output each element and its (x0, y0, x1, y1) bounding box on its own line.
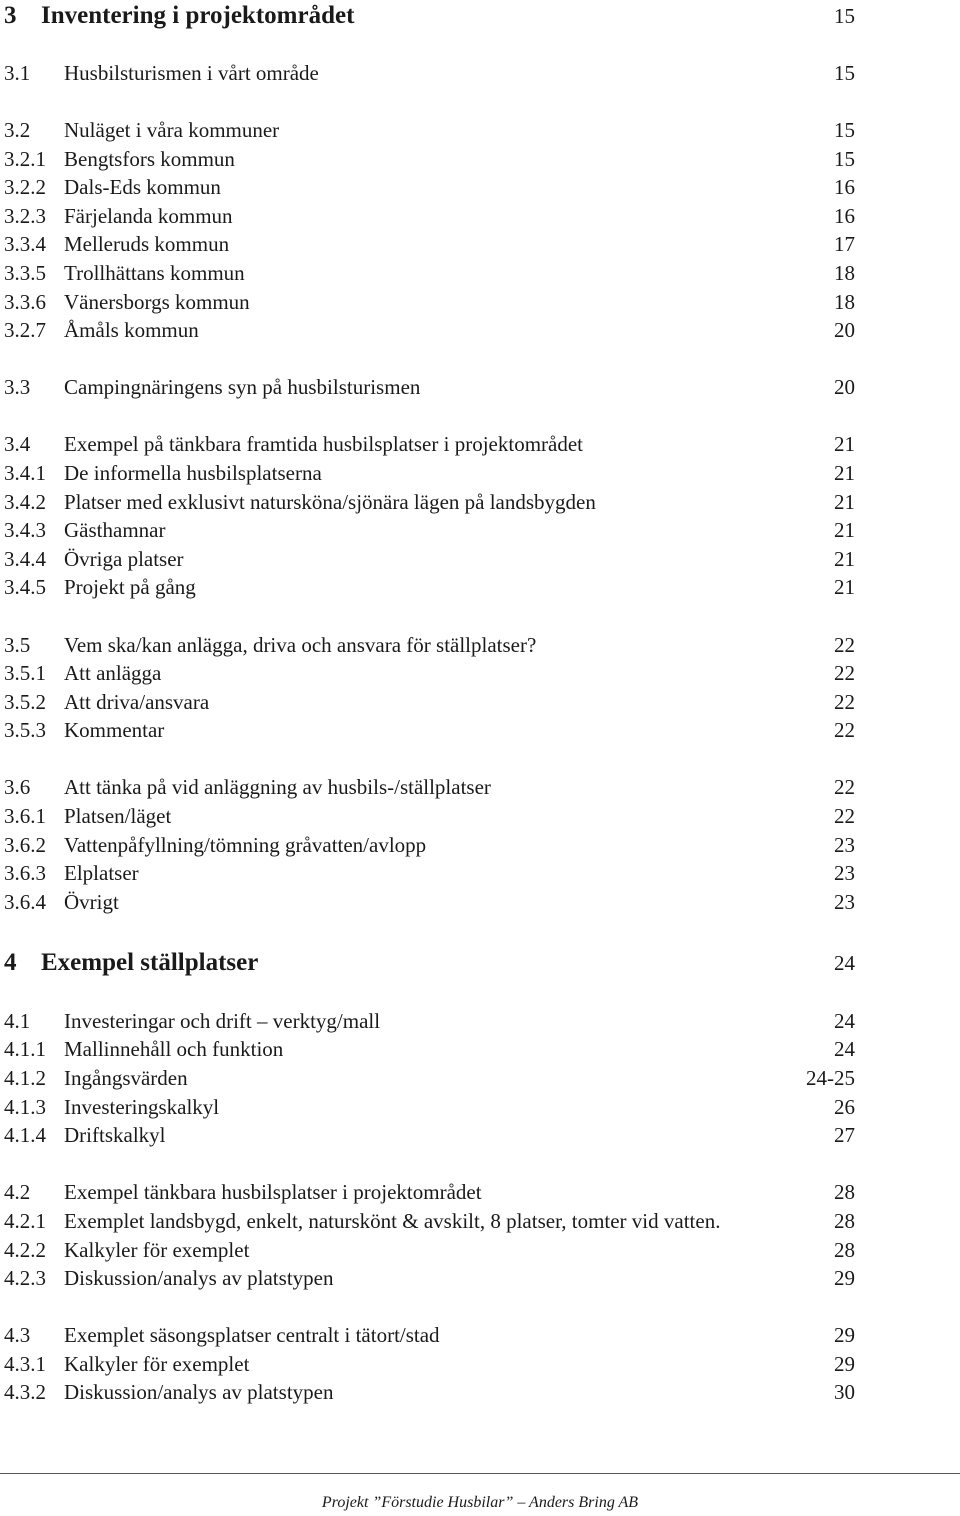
toc-number: 3.4.2 (4, 490, 46, 514)
toc-page-number: 15 (834, 61, 855, 85)
toc-number: 3.5.2 (4, 690, 46, 714)
toc-number: 3.2.7 (4, 318, 46, 342)
toc-title: Driftskalkyl (64, 1123, 166, 1147)
toc-row (0, 172, 960, 202)
toc-title: Dals-Eds kommun (64, 175, 221, 199)
toc-title: Melleruds kommun (64, 232, 230, 256)
toc-row (0, 572, 960, 602)
toc-page-number: 18 (834, 261, 855, 285)
toc-number: 3.6.2 (4, 833, 46, 857)
toc-row (0, 830, 960, 860)
toc-row (0, 1235, 960, 1265)
toc-title: Att driva/ansvara (64, 690, 210, 714)
toc-row (0, 687, 960, 717)
toc-row (0, 1377, 960, 1407)
toc-number: 4.3.2 (4, 1380, 46, 1404)
toc-page-number: 27 (834, 1123, 855, 1147)
toc-title: Husbilsturismen i vårt område (64, 61, 319, 85)
toc-title: Exempel tänkbara husbilsplatser i projektområdet (64, 1180, 482, 1204)
toc-number: 3.6.1 (4, 804, 46, 828)
toc-title: Kalkyler för exemplet (64, 1238, 250, 1262)
toc-title: Kommentar (64, 718, 165, 742)
toc-title: Att anlägga (64, 661, 162, 685)
toc-number: 3.3.5 (4, 261, 46, 285)
toc-number: 4.1.3 (4, 1095, 46, 1119)
toc-title: Mallinnehåll och funktion (64, 1037, 284, 1061)
toc-number: 4.3 (4, 1323, 31, 1347)
toc-row (0, 115, 960, 145)
toc-title: Exemplet säsongsplatser centralt i tätort/stad (64, 1323, 440, 1347)
toc-chapter-row (0, 948, 960, 978)
toc-row (0, 1206, 960, 1236)
toc-title: Investeringskalkyl (64, 1095, 220, 1119)
toc-row (0, 258, 960, 288)
toc-title: Exempel ställplatser (41, 949, 259, 976)
toc-number: 3.6 (4, 775, 31, 799)
toc-row (0, 1263, 960, 1293)
toc-title: Investeringar och drift – verktyg/mall (64, 1009, 381, 1033)
toc-row (0, 1349, 960, 1379)
toc-page-number: 15 (834, 147, 855, 171)
toc-number: 3.2.3 (4, 204, 46, 228)
toc-row (0, 772, 960, 802)
toc-page-number: 21 (834, 490, 855, 514)
toc-title: Vänersborgs kommun (64, 290, 250, 314)
toc-number: 3.1 (4, 61, 31, 85)
toc-row (0, 715, 960, 745)
toc-title: Exempel på tänkbara framtida husbilsplatser i projektområdet (64, 432, 583, 456)
toc-title: Vattenpåfyllning/tömning gråvatten/avlopp (64, 833, 427, 857)
toc-page-number: 29 (834, 1352, 855, 1376)
toc-number: 3 (4, 2, 17, 29)
toc-page-number: 28 (834, 1238, 855, 1262)
toc-title: Vem ska/kan anlägga, driva och ansvara för ställplatser? (64, 633, 537, 657)
toc-title: Projekt på gång (64, 575, 196, 599)
toc-row (0, 1092, 960, 1122)
toc-page-number: 30 (834, 1380, 855, 1404)
toc-number: 3.2.2 (4, 175, 46, 199)
toc-page-number: 22 (834, 633, 855, 657)
toc-title: Ingångsvärden (64, 1066, 188, 1090)
toc-row (0, 887, 960, 917)
toc-title: Att tänka på vid anläggning av husbils-/ställplatser (64, 775, 491, 799)
toc-row (0, 487, 960, 517)
toc-number: 4.1.2 (4, 1066, 46, 1090)
toc-page-number: 22 (834, 804, 855, 828)
toc-row (0, 144, 960, 174)
toc-page-number: 21 (834, 461, 855, 485)
toc-page-number: 20 (834, 375, 855, 399)
toc-page-number: 15 (834, 118, 855, 142)
toc-number: 3.4.3 (4, 518, 46, 542)
toc-title: Färjelanda kommun (64, 204, 233, 228)
toc-number: 3.3.6 (4, 290, 46, 314)
toc-row (0, 1120, 960, 1150)
toc-number: 3.4.1 (4, 461, 46, 485)
toc-number: 3.6.4 (4, 890, 46, 914)
toc-title: Övriga platser (64, 547, 184, 571)
toc-title: Elplatser (64, 861, 139, 885)
toc-row (0, 858, 960, 888)
toc-page-number: 23 (834, 861, 855, 885)
toc-row (0, 201, 960, 231)
toc-row (0, 1063, 960, 1093)
toc-title: Bengtsfors kommun (64, 147, 235, 171)
toc-row (0, 287, 960, 317)
toc-row (0, 1034, 960, 1064)
toc-number: 4.1 (4, 1009, 31, 1033)
toc-number: 3.4.4 (4, 547, 46, 571)
toc-row (0, 515, 960, 545)
toc-row (0, 58, 960, 88)
toc-page-number: 26 (834, 1095, 855, 1119)
toc-number: 3.4.5 (4, 575, 46, 599)
toc-title: Diskussion/analys av platstypen (64, 1266, 334, 1290)
toc-number: 3.3 (4, 375, 31, 399)
toc-page-number: 29 (834, 1323, 855, 1347)
toc-page-number: 18 (834, 290, 855, 314)
toc-number: 3.2 (4, 118, 31, 142)
toc-row (0, 801, 960, 831)
toc-page-number: 16 (834, 175, 855, 199)
toc-title: Exemplet landsbygd, enkelt, naturskönt & avskilt, 8 platser, tomter vid vatten. (64, 1209, 721, 1233)
toc-title: Gästhamnar (64, 518, 166, 542)
toc-number: 4.1.1 (4, 1037, 46, 1061)
toc-row (0, 429, 960, 459)
toc-page-number: 15 (834, 4, 855, 28)
toc-page-number: 24-25 (806, 1066, 855, 1090)
toc-page-number: 22 (834, 718, 855, 742)
toc-row (0, 630, 960, 660)
toc-number: 4.2 (4, 1180, 31, 1204)
toc-page-number: 24 (834, 1009, 855, 1033)
toc-page-number: 22 (834, 690, 855, 714)
toc-page-number: 21 (834, 518, 855, 542)
toc-title: Åmåls kommun (64, 318, 199, 342)
toc-number: 3.6.3 (4, 861, 46, 885)
toc-page-number: 17 (834, 232, 855, 256)
toc-title: Diskussion/analys av platstypen (64, 1380, 334, 1404)
toc-page-number: 21 (834, 547, 855, 571)
toc-number: 4.3.1 (4, 1352, 46, 1376)
toc-row (0, 458, 960, 488)
toc-row (0, 1177, 960, 1207)
toc-page-number: 21 (834, 575, 855, 599)
toc-row (0, 658, 960, 688)
toc-title: Övrigt (64, 890, 119, 914)
toc-number: 3.4 (4, 432, 31, 456)
toc-page-number: 24 (834, 1037, 855, 1061)
toc-page-number: 16 (834, 204, 855, 228)
toc-title: Campingnäringens syn på husbilsturismen (64, 375, 421, 399)
toc-title: De informella husbilsplatserna (64, 461, 322, 485)
toc-number: 4.2.1 (4, 1209, 46, 1233)
page-footer: Projekt ”Förstudie Husbilar” – Anders Bring AB (321, 1494, 639, 1511)
toc-title: Nuläget i våra kommuner (64, 118, 280, 142)
toc-page-number: 28 (834, 1209, 855, 1233)
toc-number: 3.2.1 (4, 147, 46, 171)
toc-chapter-row (0, 1, 960, 31)
toc-row (0, 1320, 960, 1350)
toc-number: 3.5.3 (4, 718, 46, 742)
toc-page-number: 21 (834, 432, 855, 456)
toc-row (0, 315, 960, 345)
toc-title: Platser med exklusivt natursköna/sjönära lägen på landsbygden (64, 490, 596, 514)
toc-page-number: 24 (834, 951, 855, 975)
toc-title: Trollhättans kommun (64, 261, 245, 285)
toc-number: 3.3.4 (4, 232, 46, 256)
toc-number: 3.5.1 (4, 661, 46, 685)
toc-page-number: 28 (834, 1180, 855, 1204)
toc-number: 4.2.3 (4, 1266, 46, 1290)
toc-page-number: 22 (834, 661, 855, 685)
toc-title: Kalkyler för exemplet (64, 1352, 250, 1376)
toc-row (0, 372, 960, 402)
toc-page-number: 20 (834, 318, 855, 342)
footer-rule (0, 1473, 960, 1474)
toc-title: Platsen/läget (64, 804, 172, 828)
toc-number: 4.1.4 (4, 1123, 46, 1147)
toc-row (0, 1006, 960, 1036)
toc-row (0, 544, 960, 574)
toc-row (0, 229, 960, 259)
toc-number: 4.2.2 (4, 1238, 46, 1262)
toc-number: 4 (4, 949, 17, 976)
toc-page-number: 23 (834, 833, 855, 857)
toc-title: Inventering i projektområdet (41, 2, 355, 29)
toc-number: 3.5 (4, 633, 31, 657)
toc-page-number: 29 (834, 1266, 855, 1290)
toc-page-number: 22 (834, 775, 855, 799)
toc-page-number: 23 (834, 890, 855, 914)
